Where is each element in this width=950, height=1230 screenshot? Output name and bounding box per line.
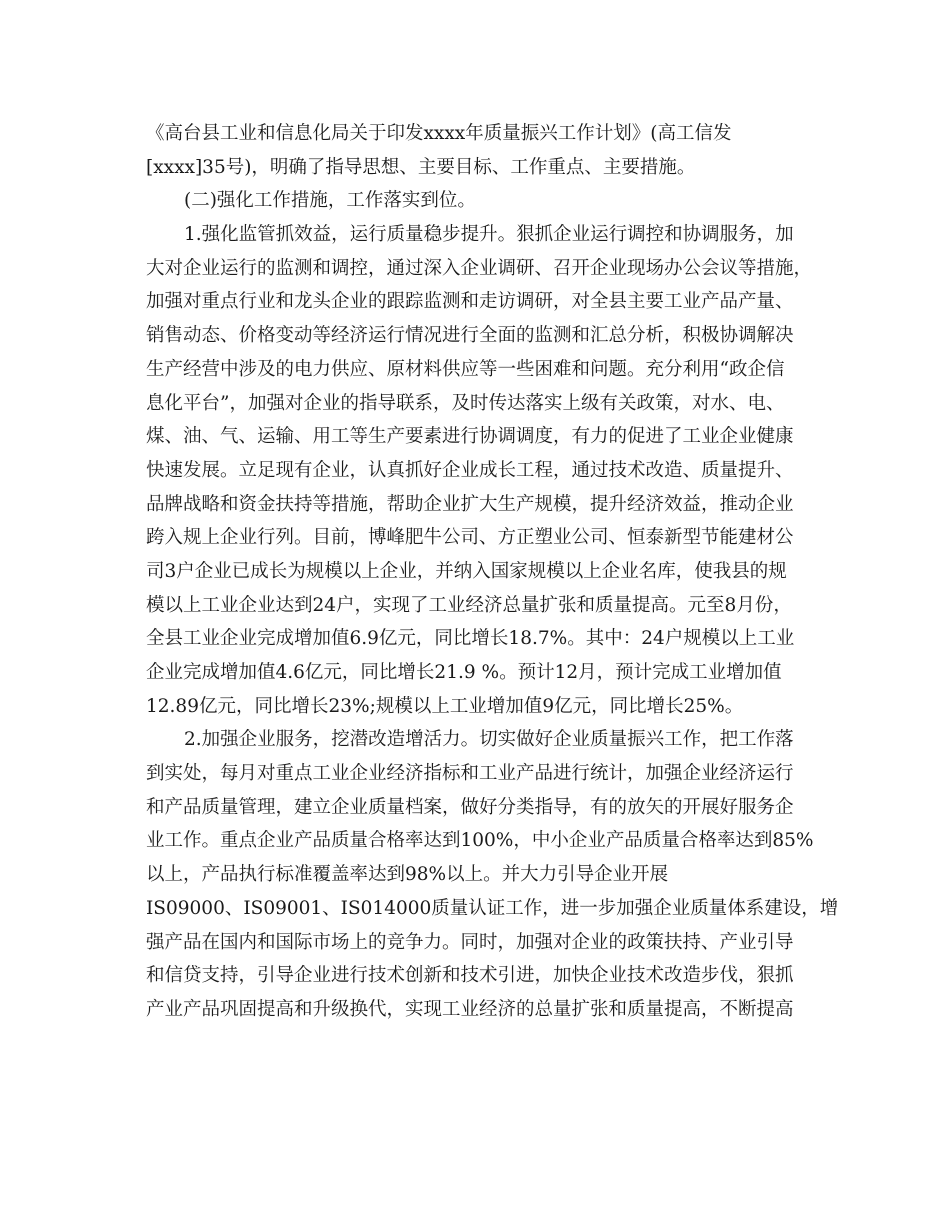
text-line: 全县工业企业完成增加值6.9亿元，同比增长18.7%。其中：24户规模以上工业 bbox=[146, 628, 795, 650]
text-line: 快速发展。立足现有企业，认真抓好企业成长工程，通过技术改造、质量提升、 bbox=[146, 459, 794, 481]
text-line: 跨入规上企业行列。目前，博峰肥牛公司、方正塑业公司、恒泰新型节能建材公 bbox=[146, 527, 794, 549]
text-line: 煤、油、气、运输、用工等生产要素进行协调调度，有力的促进了工业企业健康 bbox=[146, 426, 794, 448]
text-line: 强产品在国内和国际市场上的竞争力。同时，加强对企业的政策扶持、产业引导 bbox=[146, 931, 794, 953]
document-body bbox=[146, 117, 839, 1027]
text-line: 大对企业运行的监测和调控，通过深入企业调研、召开企业现场办公会议等措施， bbox=[146, 257, 813, 279]
text-line: [xxxx]35号)，明确了指导思想、主要目标、工作重点、主要措施。 bbox=[146, 156, 696, 178]
text-line: 2.加强企业服务，挖潜改造增活力。切实做好企业质量振兴工作，把工作落 bbox=[184, 729, 794, 751]
text-line: 产业产品巩固提高和升级换代，实现工业经济的总量扩张和质量提高，不断提高 bbox=[146, 998, 794, 1020]
text-line: 以上，产品执行标准覆盖率达到98%以上。并大力引导企业开展 bbox=[146, 864, 669, 886]
text-line: 业工作。重点企业产品质量合格率达到100%，中小企业产品质量合格率达到85% bbox=[146, 830, 814, 852]
text-line: 模以上工业企业达到24户，实现了工业经济总量扩张和质量提高。元至8月份， bbox=[146, 594, 792, 616]
text-line: 生产经营中涉及的电力供应、原材料供应等一些困难和问题。充分利用“政企信 bbox=[146, 358, 785, 380]
text-line: 1.强化监管抓效益，运行质量稳步提升。狠抓企业运行调控和协调服务，加 bbox=[184, 224, 794, 246]
text-line: 销售动态、价格变动等经济运行情况进行全面的监测和汇总分析，积极协调解决 bbox=[146, 325, 794, 347]
text-line: IS09000、IS09001、IS014000质量认证工作，进一步加强企业质量体系建设，增 bbox=[146, 897, 839, 919]
text-line: 企业完成增加值4.6亿元，同比增长21.9 %。预计12月，预计完成工业增加值 bbox=[146, 662, 782, 683]
text-line: 12.89亿元，同比增长23%;规模以上工业增加值9亿元，同比增长25%。 bbox=[146, 695, 744, 717]
text-line: 司3户企业已成长为规模以上企业，并纳入国家规模以上企业名库，使我县的规 bbox=[146, 560, 787, 582]
text-line: 《高台县工业和信息化局关于印发xxxx年质量振兴工作计划》(高工信发 bbox=[146, 123, 732, 144]
text-line: 品牌战略和资金扶持等措施，帮助企业扩大生产规模，提升经济效益，推动企业 bbox=[146, 493, 794, 515]
text-line: 和信贷支持，引导企业进行技术创新和技术引进，加快企业技术改造步伐，狠抓 bbox=[146, 965, 794, 987]
text-line: (二)强化工作措施，工作落实到位。 bbox=[184, 190, 476, 212]
text-line: 加强对重点行业和龙头企业的跟踪监测和走访调研，对全县主要工业产品产量、 bbox=[146, 291, 794, 313]
text-line: 和产品质量管理，建立企业质量档案，做好分类指导，有的放矢的开展好服务企 bbox=[146, 796, 794, 818]
text-line: 息化平台”，加强对企业的指导联系，及时传达落实上级有关政策，对水、电、 bbox=[146, 392, 785, 414]
text-line: 到实处，每月对重点工业企业经济指标和工业产品进行统计，加强企业经济运行 bbox=[146, 763, 794, 785]
